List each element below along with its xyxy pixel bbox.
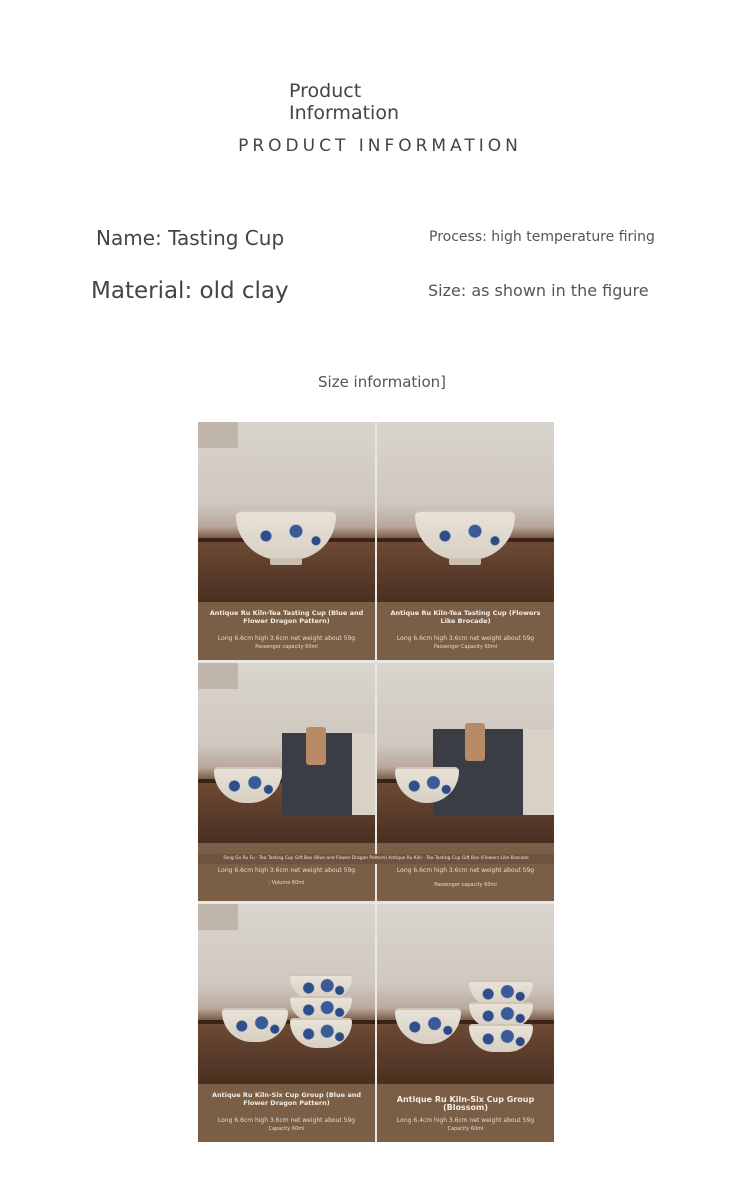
tile-title: Antique Ru Kiln-Tea Tasting Cup (Blue and Flower Dragon Pattern) (209, 609, 364, 625)
photo-wall-frame (198, 904, 238, 930)
cup-image (214, 767, 282, 803)
product-tile-six-cup-dragon (198, 904, 375, 1142)
tile-caption (377, 1084, 554, 1142)
product-photo (377, 904, 554, 1084)
product-photo (198, 422, 375, 602)
tile-capacity: Passenger Capacity 60ml (433, 644, 498, 650)
tile-caption (198, 843, 375, 901)
cup-image (236, 510, 336, 560)
tile-caption (198, 1084, 375, 1142)
tile-caption (377, 843, 554, 901)
tile-detail: Long 6.6cm high 3.6cm net weight about 59g (217, 635, 356, 642)
product-photo (377, 422, 554, 602)
tile-capacity: Passenger capacity 60ml (255, 644, 318, 650)
tile-capacity: Passenger capacity 60ml (434, 882, 497, 888)
tile-title: Antique Ru Kiln-Six Cup Group (Blossom) (396, 1095, 535, 1112)
photo-wall-frame (198, 663, 238, 689)
product-tile-gift-box-brocade (377, 663, 554, 901)
product-photo (198, 663, 375, 843)
cup-image (415, 510, 515, 560)
tile-detail: Long 6.4cm high 3.6cm net weight about 59g (396, 1117, 535, 1124)
product-tile-six-cup-blossom (377, 904, 554, 1142)
product-photo (377, 663, 554, 843)
product-tile-brocade-cup (377, 422, 554, 660)
gift-box-clasp (306, 727, 326, 765)
size-info-label: Size information] (318, 373, 446, 391)
spec-size: Size: as shown in the figure (428, 281, 649, 300)
gift-box-clasp (465, 723, 485, 761)
tile-capacity: Capacity 60ml (268, 1126, 305, 1132)
tile-detail: Long 6.6cm high 3.6cm net weight about 59g (396, 635, 535, 642)
gift-box-caption-strip: Fang Gu Ru Fu - Tea Tasting Cup Gift Box (Blue and Flower Dragon Pattern) Antique Ru Kiln - Tea Tasting Cup Gift Box (Flowers Like Brocade (198, 854, 554, 864)
tile-title: Antique Ru Kiln-Tea Tasting Cup (Flowers Like Brocade) (390, 609, 541, 625)
product-tile-dragon-cup (198, 422, 375, 660)
spec-name: Name: Tasting Cup (96, 226, 285, 250)
tile-caption (377, 602, 554, 660)
spec-process: Process: high temperature firing (429, 229, 655, 245)
section-title-small: Product Information (289, 80, 399, 124)
product-image-grid (198, 422, 554, 1142)
tile-title: Antique Ru Kiln-Six Cup Group (Blue and Flower Dragon Pattern) (211, 1091, 361, 1107)
tile-capacity: ; Volume 60ml (268, 880, 305, 886)
tile-detail: Long 6.6cm high 3.6cm net weight about 59g (396, 867, 535, 874)
product-tile-gift-box-dragon (198, 663, 375, 901)
cup-image (395, 1008, 461, 1044)
tile-detail: Long 6.6cm high 3.6cm net weight about 59g (217, 867, 356, 874)
spec-material: Material: old clay (91, 278, 289, 304)
cup-image (290, 1018, 352, 1048)
cup-image (469, 1024, 533, 1052)
gift-box-side (523, 729, 554, 815)
cup-foot (270, 558, 302, 565)
section-title-caps: PRODUCT INFORMATION (238, 136, 522, 156)
gift-box-side (352, 733, 375, 815)
photo-wall-frame (198, 422, 238, 448)
tile-detail: Long 6.6cm high 3.6cm net weight about 59g (217, 1117, 356, 1124)
cup-image (222, 1008, 288, 1042)
product-photo (198, 904, 375, 1084)
tile-capacity: Capacity 60ml (447, 1126, 484, 1132)
tile-caption (198, 602, 375, 660)
cup-foot (449, 558, 481, 565)
